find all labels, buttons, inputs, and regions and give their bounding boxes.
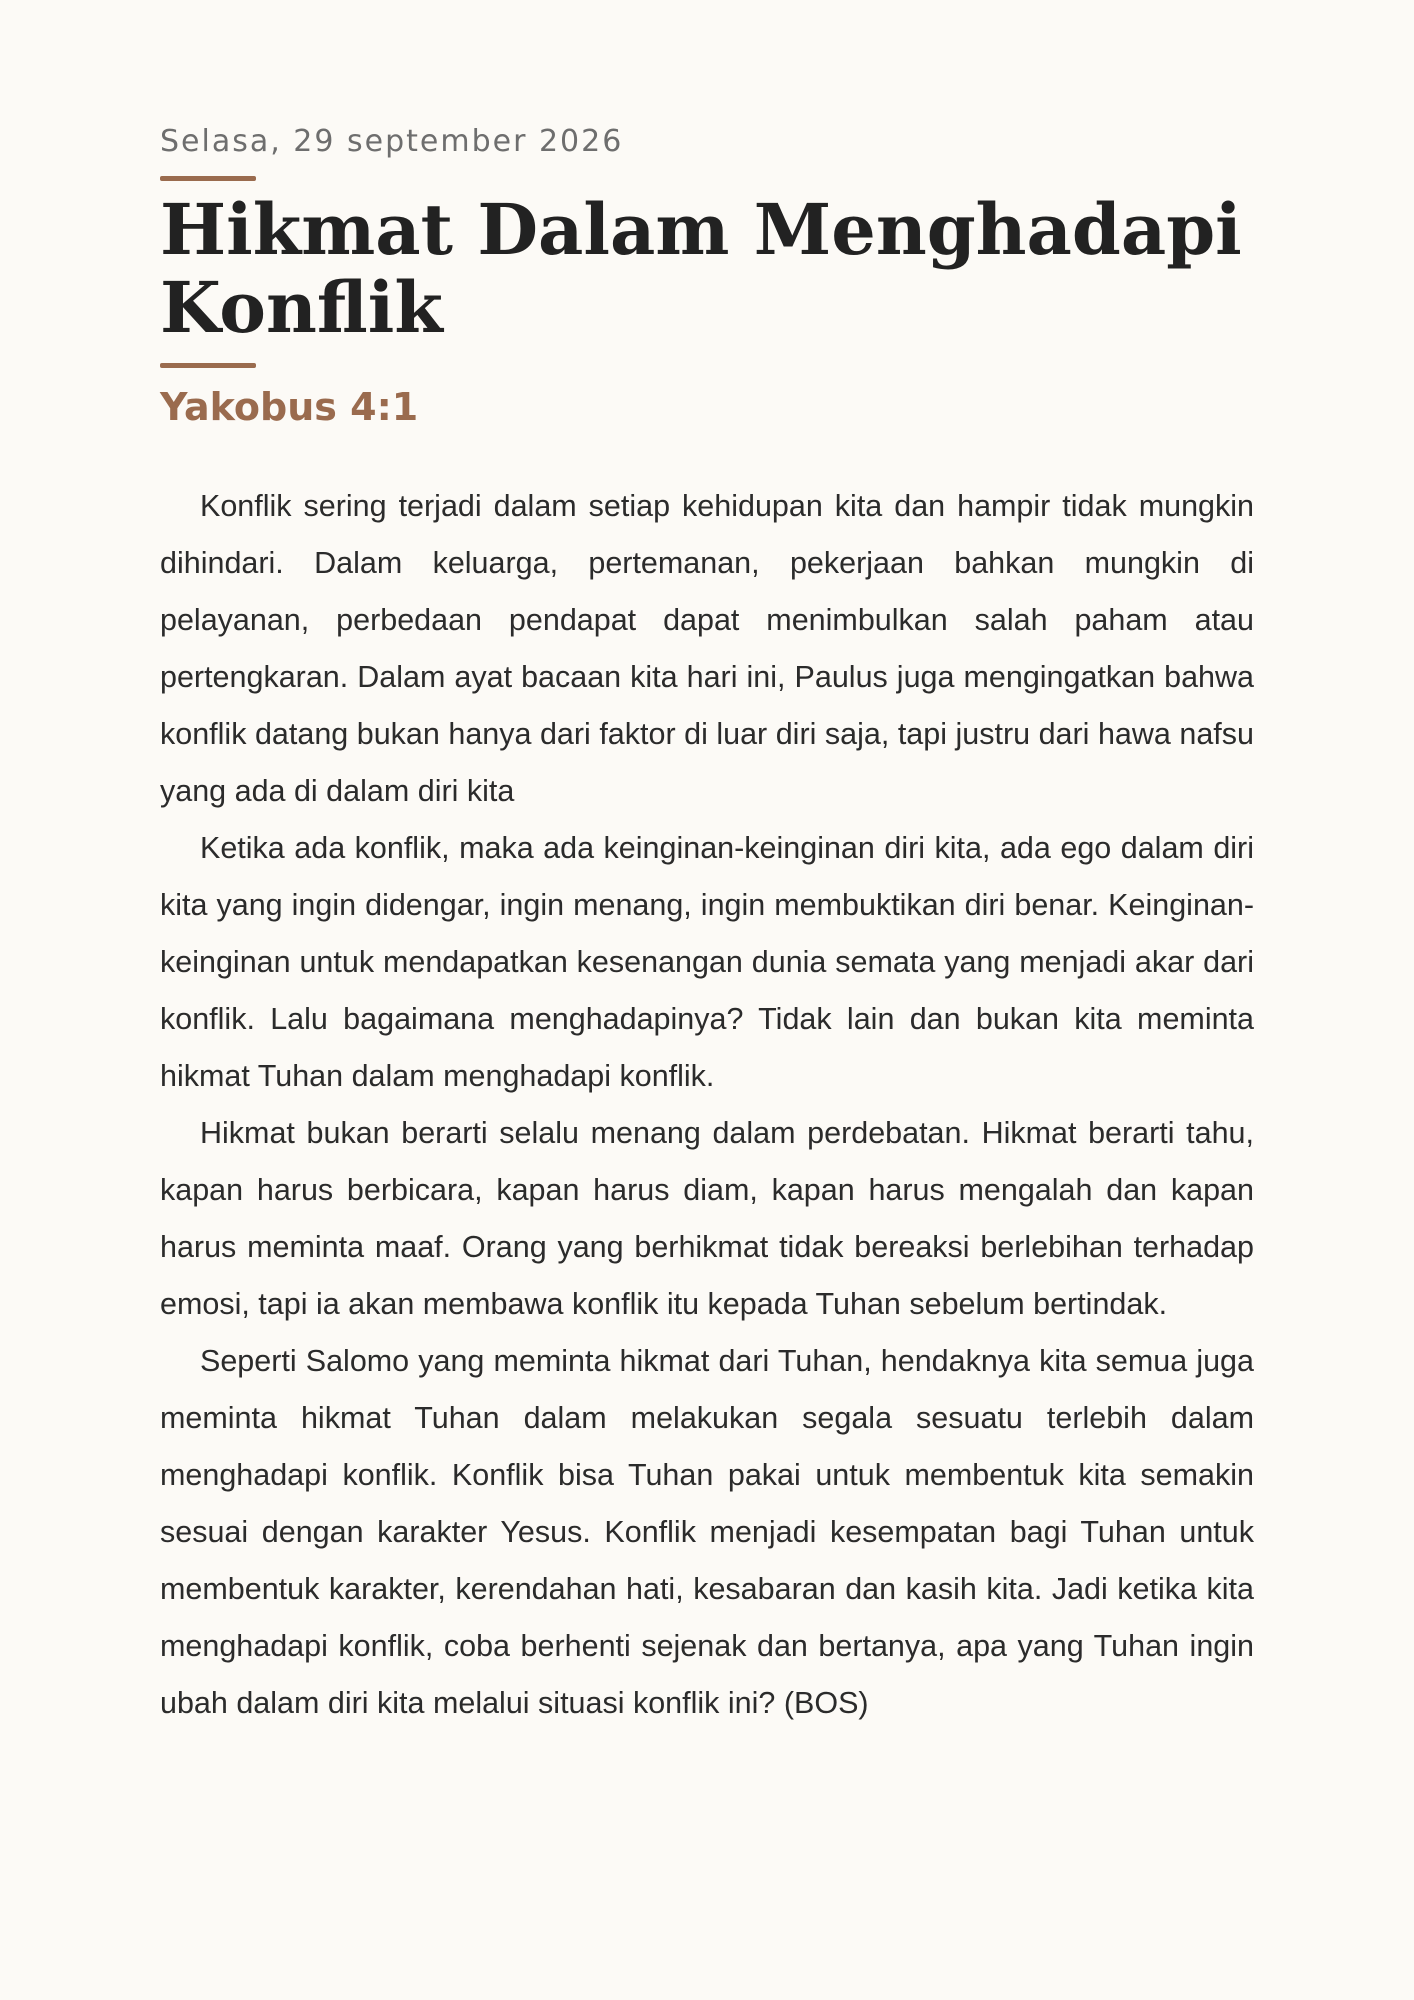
paragraph-2: Ketika ada konflik, maka ada keinginan-keinginan diri kita, ada ego dalam diri kita yang ingin didengar, ingin menang, ingin membuktikan diri benar. Keinginan-keinginan untuk mendapatkan kesenangan dunia semata yang menjadi akar dari konflik. Lalu bagaimana menghadapinya? Tidak lain dan bukan kita meminta hikmat Tuhan dalam menghadapi konflik. xyxy=(160,831,1254,1093)
accent-divider-bottom xyxy=(160,363,256,368)
paragraph-3: Hikmat bukan berarti selalu menang dalam perdebatan. Hikmat berarti tahu, kapan harus berbicara, kapan harus diam, kapan harus mengalah dan kapan harus meminta maaf. Orang yang berhikmat tidak bereaksi berlebihan terhadap emosi, tapi ia akan membawa konflik itu kepada Tuhan sebelum bertindak. xyxy=(160,1116,1254,1321)
devotional-page xyxy=(160,118,1254,1732)
scripture-reference: Yakobus 4:1 xyxy=(160,385,419,429)
date-label: Selasa, 29 september 2026 xyxy=(160,124,624,159)
article-body xyxy=(160,478,1254,1732)
paragraph-4: Seperti Salomo yang meminta hikmat dari Tuhan, hendaknya kita semua juga meminta hikmat Tuhan dalam melakukan segala sesuatu terlebih dalam menghadapi konflik. Konflik bisa Tuhan pakai untuk membentuk kita semakin sesuai dengan karakter Yesus. Konflik menjadi kesempatan bagi Tuhan untuk membentuk karakter, kerendahan hati, kesabaran dan kasih kita. Jadi ketika kita menghadapi konflik, coba berhenti sejenak dan bertanya, apa yang Tuhan ingin ubah dalam diri kita melalui situasi konflik ini? (BOS) xyxy=(160,1344,1254,1720)
page-title: Hikmat Dalam Menghadapi Konflik xyxy=(160,188,1242,349)
paragraph-1: Konflik sering terjadi dalam setiap kehidupan kita dan hampir tidak mungkin dihindari. Dalam keluarga, pertemanan, pekerjaan bahkan mungkin di pelayanan, perbedaan pendapat dapat menimbulkan salah paham atau pertengkaran. Dalam ayat bacaan kita hari ini, Paulus juga mengingatkan bahwa konflik datang bukan hanya dari faktor di luar diri saja, tapi justru dari hawa nafsu yang ada di dalam diri kita xyxy=(160,489,1254,808)
accent-divider-top xyxy=(160,176,256,181)
